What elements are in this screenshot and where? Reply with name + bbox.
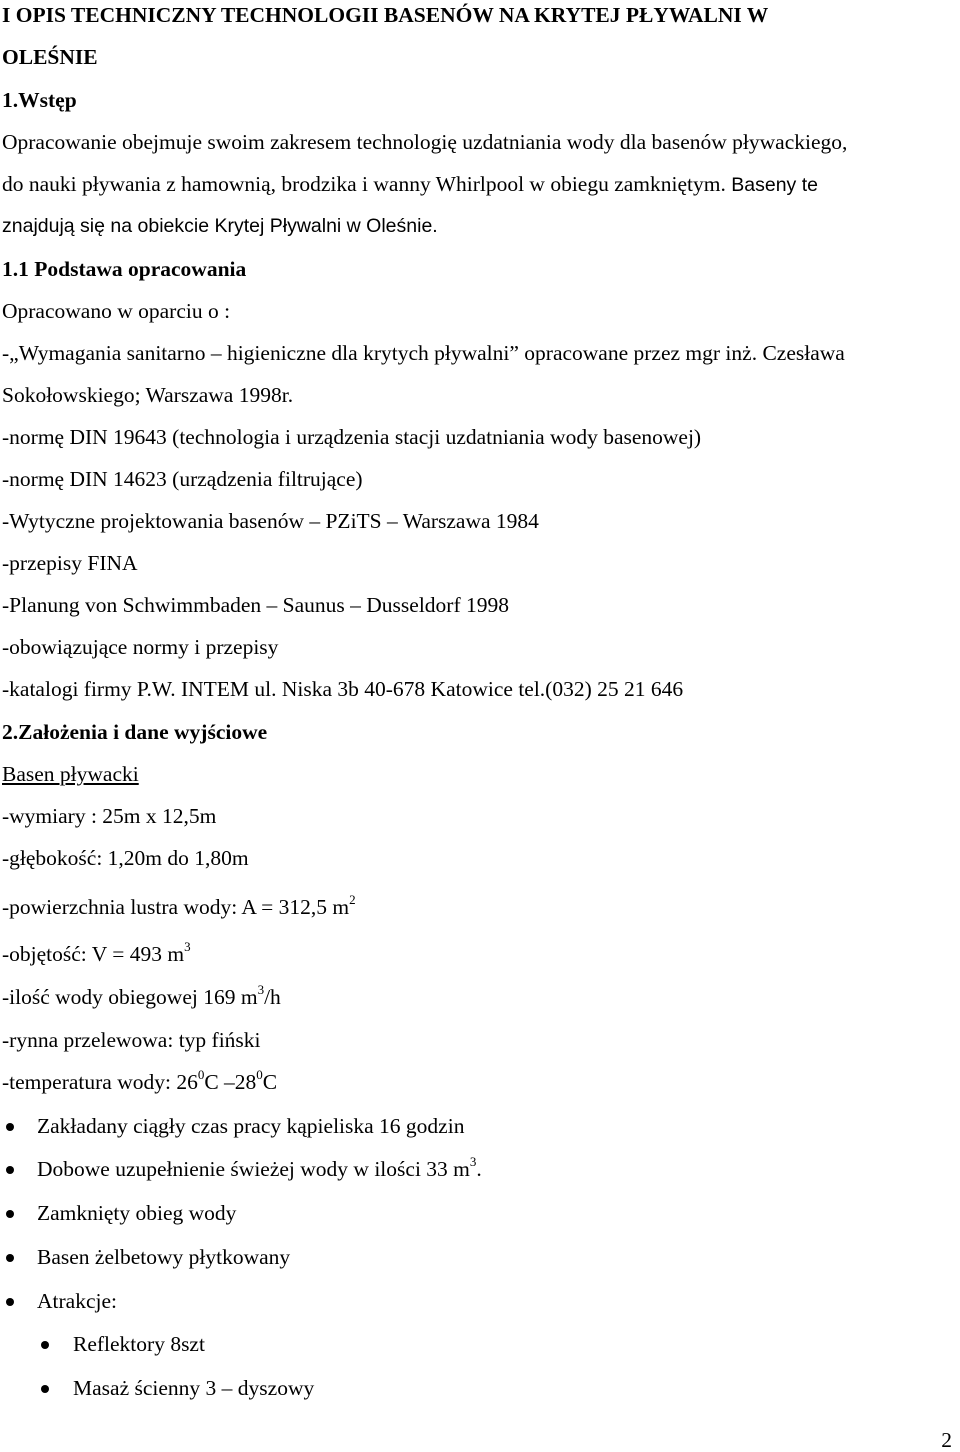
pool-flow-unit: /h [264,985,281,1009]
basis-item-1-name: Czesława [762,341,845,365]
basis-item: -przepisy FINA [2,551,138,575]
pool-dimensions: -wymiary : 25m x 12,5m [2,804,217,828]
pool-flow-text: -ilość wody obiegowej 169 m [2,985,258,1009]
temp-text-2: C –28 [204,1070,257,1094]
pool-temperature [2,1067,278,1094]
basis-lead: Opracowano w oparciu o : [2,299,231,323]
bullet-dot [6,1166,14,1174]
intro-line-3: znajdują się na obiekcie Krytej Pływalni w Oleśnie. [2,215,438,237]
page-number: 2 [941,1428,952,1452]
basis-item-1-cont: Sokołowskiego; Warszawa 1998r. [2,383,294,407]
bullet-item: Zamknięty obieg wody [37,1201,237,1225]
pool-gutter: -rynna przelewowa: typ fiński [2,1028,261,1052]
section-heading-intro: 1.Wstęp [2,88,77,112]
basis-item: -normę DIN 14623 (urządzenia filtrujące) [2,467,363,491]
sub-bullet-dot [41,1385,49,1393]
bullet-item: Zakładany ciągły czas pracy kąpieliska 16 godzin [37,1114,465,1138]
intro-line-2 [2,174,818,196]
pool-flow-exponent: 3 [257,982,265,997]
temp-degree-1: 0 [197,1067,205,1082]
pool-depth: -głębokość: 1,20m do 1,80m [2,846,249,870]
intro-line-1: Opracowanie obejmuje swoim zakresem technologię uzdatniania wody dla basenów pływackiego, [2,130,848,154]
bullet-tail: . [476,1157,482,1181]
temp-text-3: C [262,1070,278,1094]
intro-line-2-serif: do nauki pływania z hamownią, brodzika i wanny Whirlpool w obiegu zamkniętym. [2,172,726,196]
bullet-dot [6,1123,14,1131]
section-heading-basis: 1.1 Podstawa opracowania [2,257,247,281]
sub-bullet-item: Reflektory 8szt [73,1332,205,1356]
basis-item-1 [2,343,845,365]
pool-area-exponent: 2 [349,892,356,907]
pool-volume [2,939,191,966]
basis-item: -katalogi firmy P.W. INTEM ul. Niska 3b 40-678 Katowice tel.(032) 25 21 646 [2,677,684,701]
pool-area [2,892,356,919]
temp-text-1: -temperatura wody: 26 [2,1070,198,1094]
basis-item: -Wytyczne projektowania basenów – PZiTS – Warszawa 1984 [2,509,539,533]
basis-item-1-serif: -„Wymagania sanitarno – higieniczne dla krytych pływalni” opracowane przez mgr inż. [2,341,758,365]
bullet-dot [6,1254,14,1262]
basis-item: -Planung von Schwimmbaden – Saunus – Dusseldorf 1998 [2,593,510,617]
bullet-dot [6,1298,14,1306]
subheading-pool: Basen pływacki [2,762,139,786]
bullet-dot [6,1210,14,1218]
title-line-2: OLEŚNIE [2,45,98,69]
title-line-1: I OPIS TECHNICZNY TECHNOLOGII BASENÓW NA KRYTEJ PŁYWALNI W [2,3,769,27]
temp-degree-2: 0 [256,1067,263,1082]
pool-area-text: -powierzchnia lustra wody: A = 312,5 m [2,895,350,919]
bullet-item: Basen żelbetowy płytkowany [37,1245,291,1269]
section-heading-assumptions: 2.Założenia i dane wyjściowe [2,720,268,744]
bullet-item [37,1154,482,1181]
document-title [2,5,957,27]
bullet-item: Atrakcje: [37,1289,117,1313]
basis-item: -normę DIN 19643 (technologia i urządzenia stacji uzdatniania wody basenowej) [2,425,702,449]
bullet-text: Dobowe uzupełnienie świeżej wody w ilości 33 m [37,1157,470,1181]
sub-bullet-dot [41,1341,49,1349]
bullet-exponent: 3 [469,1154,477,1169]
pool-volume-exponent: 3 [184,939,191,954]
pool-volume-text: -objętość: V = 493 m [2,942,185,966]
intro-line-2-sans: Baseny te [731,174,818,196]
sub-bullet-item: Masaż ścienny 3 – dyszowy [73,1376,315,1400]
pool-flow [2,982,281,1009]
basis-item: -obowiązujące normy i przepisy [2,635,279,659]
